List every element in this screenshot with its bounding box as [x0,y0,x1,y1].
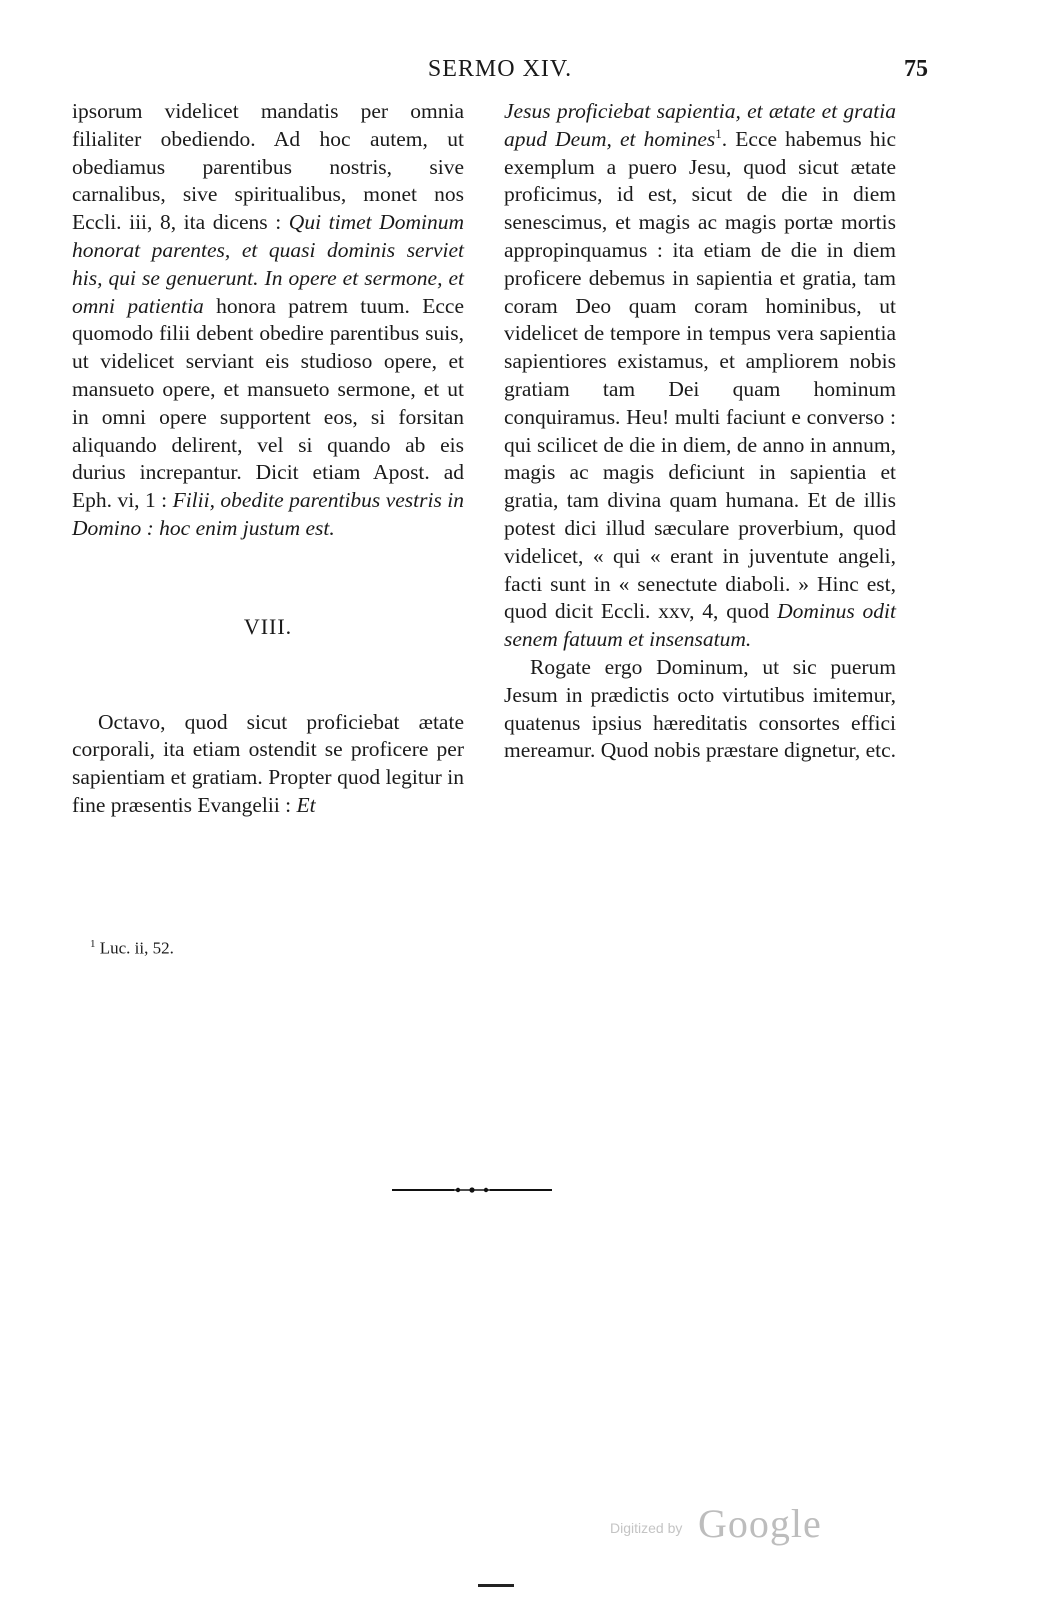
running-head [0,56,1040,86]
watermark-prefix: Digitized by [610,1520,683,1536]
italic-quotation: Dominus odit senem fatuum et insensatum. [504,599,896,652]
bottom-edge-mark [478,1584,514,1587]
left-column [72,98,464,820]
digitized-watermark [610,1500,850,1550]
italic-quotation: Et [296,792,316,817]
italic-quotation: Jesus proficiebat sapientia, et ætate et gratia apud Deum, et homines [504,99,896,151]
italic-quotation: Qui timet Dominum honorat parentes, et quasi dominis serviet his, qui se genuerunt. In opere et sermone, et omni patientia [72,210,464,318]
text-run: Rogate ergo Dominum, ut sic puerum Jesum in prædictis octo virtutibus imitemur, quatenus ipsius hæreditatis consortes effici mereamur. Quod nobis præstare dignetur, etc. [504,654,897,763]
watermark-logo: Google [698,1501,822,1546]
text-run: . Ecce habemus hic exemplum a puero Jesu, quod sicut ætate proficimus, id est, sicut de die in diem senescimus, et magis ac magis portæ mortis appropinquamus : ita etiam de die in diem proficere debemus in sapientia et gratia, tam coram Deo quam coram hominibus, ut videlicet de tempore in tempus vera sapientia sapientiores existamus, et ampliorem nobis gratiam tam Dei quam hominum conquiramus. Heu! multi faciunt e converso : qui scilicet de die in diem, de anno in annum, magis ac magis deficiunt in sapientia et gratia, tam divina quam humana. Et de illis potest dici illud sæculare proverbium, quod videlicet, « qui « erant in juventute angeli, facti sunt in « senectute diaboli. » Hinc est, quod dicit Eccli. xxv, 4, quod [504,126,896,624]
end-ornament [392,1186,552,1194]
right-paragraph-1 [504,98,896,654]
text-run: honora patrem tuum. Ecce quomodo filii debent obedire parentibus suis, ut videlicet serviant eis studioso opere, et mansueto opere, et mansueto sermone, et ut in omni opere supportent eos, si forsitan aliquando delirent, vel si quando ab eis durius increpantur. Dicit etiam Apost. ad Eph. vi, 1 : [72,293,465,513]
footnote-reference: 1 [715,125,722,141]
footnote-marker: 1 [90,938,96,950]
italic-quotation: Filii, obedite parentibus vestris in Domino : hoc enim justum est. [72,488,464,540]
text-run: Octavo, quod sicut proficiebat ætate corporali, ita etiam ostendit se proficere per sapientiam et gratiam. Propter quod legitur in fine præsentis Evangelii : [72,709,464,817]
footnote-text: Luc. ii, 52. [99,938,174,958]
footnote [90,938,174,959]
left-paragraph-1 [72,98,464,543]
section-heading: VIII. [243,613,293,639]
running-title: SERMO XIV. [427,56,573,82]
right-column [504,98,896,765]
page-number: 75 [904,56,928,82]
text-run: ipsorum videlicet mandatis per omnia filialiter obediendo. Ad hoc autem, ut obediamus parentibus nostris, sive carnalibus, sive spiritualibus, monet nos Eccli. iii, 8, ita dicens : [72,99,464,235]
right-paragraph-2 [504,654,896,765]
left-paragraph-2 [72,709,464,820]
